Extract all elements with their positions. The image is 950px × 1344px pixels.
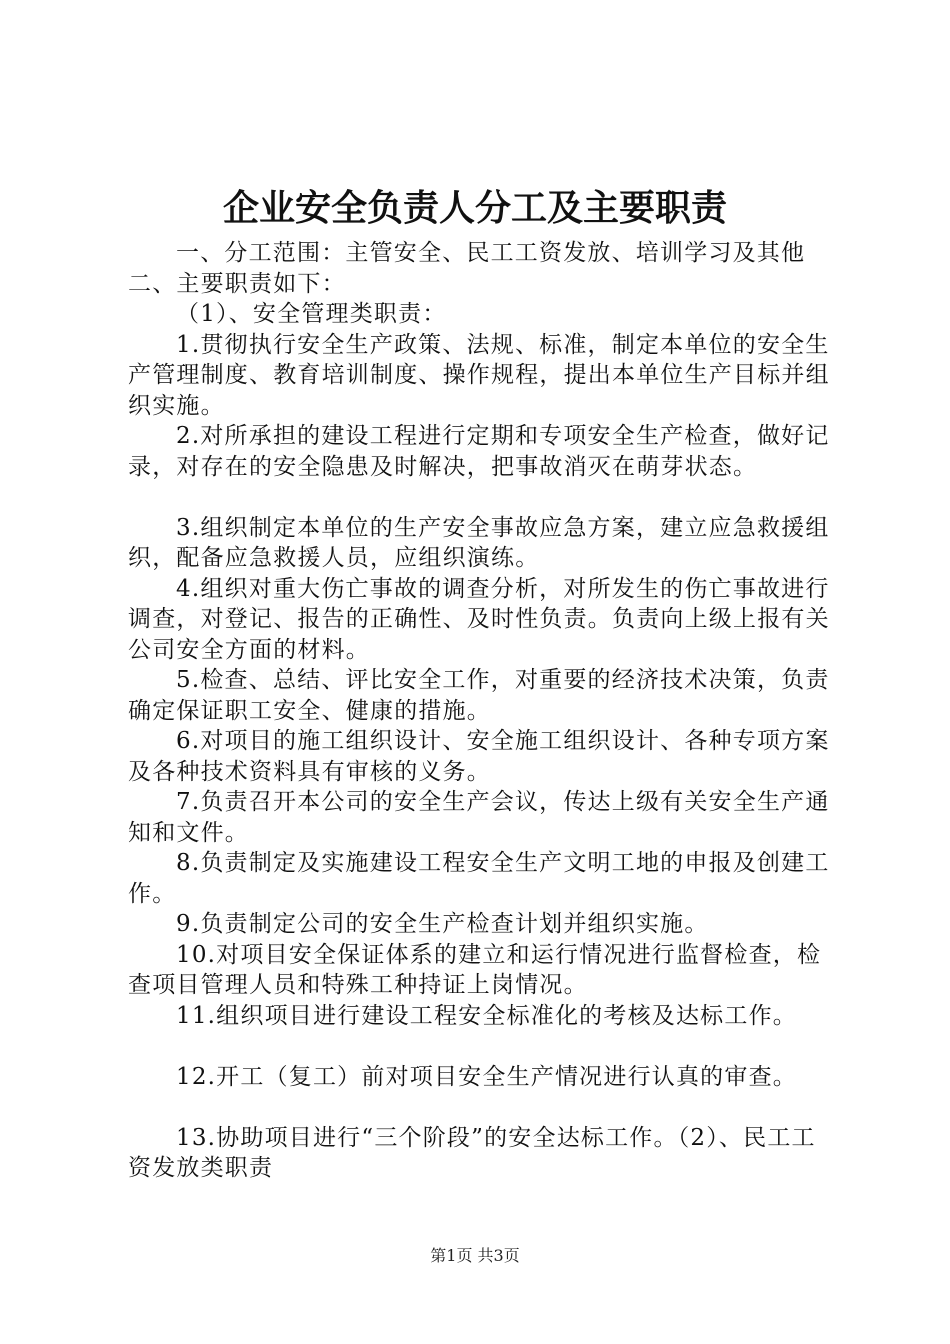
paragraph-duty-3: 3.组织制定本单位的生产安全事故应急方案，建立应急救援组织，配备应急救援人员，应组织演练。 <box>128 514 830 571</box>
page-footer: 第1页 共3页 <box>430 1246 520 1265</box>
paragraph-duty-2: 2.对所承担的建设工程进行定期和专项安全生产检查，做好记录，对存在的安全隐患及时解决，把事故消灭在萌芽状态。 <box>128 423 830 480</box>
paragraph-duty-7: 7.负责召开本公司的安全生产会议，传达上级有关安全生产通知和文件。 <box>128 789 830 846</box>
document-body <box>128 238 834 1184</box>
paragraph-duty-12: 12.开工（复工）前对项目安全生产情况进行认真的审查。 <box>176 1063 797 1090</box>
paragraph-duty-4: 4.组织对重大伤亡事故的调查分析，对所发生的伤亡事故进行调查，对登记、报告的正确性、及时性负责。负责向上级上报有关公司安全方面的材料。 <box>128 575 830 663</box>
document-title: 企业安全负责人分工及主要职责 <box>222 187 727 229</box>
paragraph-section-1-heading: （1）、安全管理类职责： <box>176 301 447 327</box>
paragraph-scope: 一、分工范围：主管安全、民工工资发放、培训学习及其他二、主要职责如下： <box>128 240 806 297</box>
paragraph-duty-10: 10.对项目安全保证体系的建立和运行情况进行监督检查，检查项目管理人员和特殊工种持证上岗情况。 <box>128 941 822 998</box>
paragraph-duty-8: 8.负责制定及实施建设工程安全生产文明工地的申报及创建工作。 <box>128 850 830 907</box>
paragraph-duty-1: 1.贯彻执行安全生产政策、法规、标准，制定本单位的安全生产管理制度、教育培训制度、操作规程，提出本单位生产目标并组织实施。 <box>128 331 830 419</box>
paragraph-duty-11: 11.组织项目进行建设工程安全标准化的考核及达标工作。 <box>176 1002 797 1029</box>
paragraph-duty-6: 6.对项目的施工组织设计、安全施工组织设计、各种专项方案及各种技术资料具有审核的义务。 <box>128 728 830 785</box>
paragraph-duty-5: 5.检查、总结、评比安全工作，对重要的经济技术决策，负责确定保证职工安全、健康的措施。 <box>128 667 830 724</box>
paragraph-duty-9: 9.负责制定公司的安全生产检查计划并组织实施。 <box>176 911 709 937</box>
paragraph-duty-13: 13.协助项目进行“三个阶段”的安全达标工作。（2）、民工工资发放类职责 <box>128 1124 816 1181</box>
